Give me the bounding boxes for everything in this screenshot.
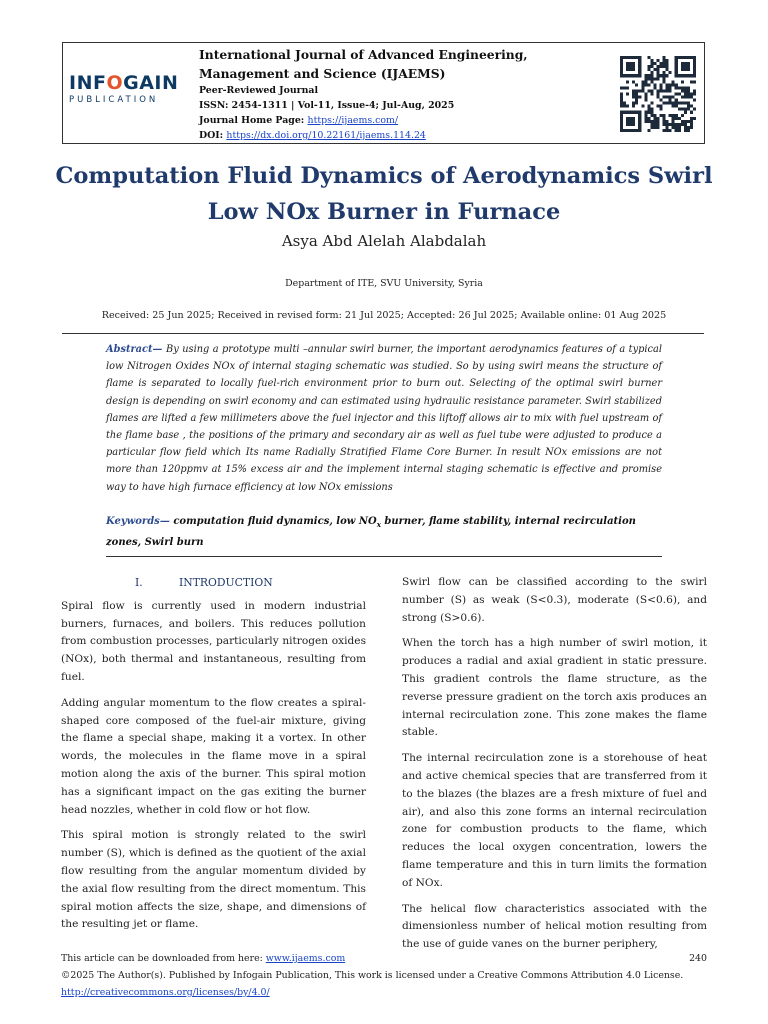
affiliation: Department of ITE, SVU University, Syria	[285, 278, 483, 289]
paragraph: Adding angular momentum to the flow creates a spiral-shaped core composed of the fuel-air mixture, giving the flame a special shape, making it a vortex. In other words, the molecules in the flame move in a spiral motion along the axis of the burner. This spiral motion has a significant impact on the gas exiting the burner head nozzles, whether in cold flow or hot flow.	[61, 696, 366, 816]
journal-title: International Journal of Advanced Engineering, Management and Science (IJAEMS)	[199, 47, 528, 81]
download-link[interactable]: www.ijaems.com	[265, 953, 346, 964]
right-column	[402, 574, 707, 962]
qr-code-icon[interactable]	[620, 56, 696, 132]
paper-title: Computation Fluid Dynamics of Aerodynamics Swirl Low NOx Burner in Furnace	[55, 163, 713, 225]
journal-info	[199, 45, 609, 143]
license-link[interactable]: http://creativecommons.org/licenses/by/4.0/	[61, 987, 270, 998]
infogain-logo	[69, 73, 187, 113]
page-number: 240	[689, 953, 707, 964]
download-line: This article can be downloaded from here: www.ijaems.com	[61, 953, 346, 964]
left-column	[61, 574, 366, 942]
keywords: Keywords— computation fluid dynamics, low $NO_x$ burner, flame stability, internal recirculation zones, Swirl burn	[106, 516, 636, 548]
section-title: INTRODUCTION	[179, 576, 273, 589]
paragraph: The helical flow characteristics associated with the dimensionless number of helical motion resulting from the use of guide vanes on the burner periphery,	[402, 902, 707, 951]
abstract-label: Abstract	[106, 344, 153, 355]
journal-header	[62, 42, 705, 144]
logo-subtitle: PUBLICATION	[69, 95, 159, 105]
paragraph: When the torch has a high number of swirl motion, it produces a radial and axial gradient in static pressure. This gradient controls the flame structure, as the reverse pressure gradient on the torch axis produces an internal recirculation zone. This zone makes the flame stable.	[402, 637, 707, 739]
paragraph: Swirl flow can be classified according to the swirl number (S) as weak (S<0.3), moderate (S<0.6), and strong (S>0.6).	[402, 576, 707, 624]
doi-line: DOI: https://dx.doi.org/10.22161/ijaems.114.24	[199, 130, 426, 141]
paragraph: Spiral flow is currently used in modern industrial burners, furnaces, and boilers. This reduces pollution from combustion processes, particularly nitrogen oxides (NOx), both thermal and instantaneous, resulting from fuel.	[61, 599, 366, 683]
peer-reviewed-label: Peer-Reviewed Journal	[199, 85, 319, 96]
abstract-text: By using a prototype multi –annular swirl burner, the important aerodynamics features of a typical low Nitrogen Oxides NOx of internal staging schematic was studied. So by using swirl means the structure of flame is separated to locally fuel-rich environment prior to burn out. Selecting of the optimal swirl burner design is depending on swirl economy and can estimated using hydraulic resistance parameter. Swirl stabilized flames are lifted a few millimeters above the fuel injector and this liftoff allows air to mix with fuel upstream of the flame base , the positions of the primary and secondary air as well as fuel tube were adjusted to produce a particular flow field which Its name Radially Stratified Flame Core Burner. In result NOx emissions are not more than 120ppmv at 15% excess air and the implement internal staging schematic is effective and promise way to have high furnace efficiency at low NOx emissions	[106, 344, 662, 493]
paragraph: The internal recirculation zone is a storehouse of heat and active chemical species that are transferred from it to the blazes (the blazes are a fresh mixture of fuel and air), and also this zone forms an internal recirculation zone for combustion products to the flame, which reduces the local oxygen concentration, lowers the flame temperature and this in turn limits the formation of NOx.	[402, 752, 707, 889]
page-footer	[61, 950, 707, 1001]
doi-link[interactable]: https://dx.doi.org/10.22161/ijaems.114.24	[226, 130, 426, 141]
logo-wordmark: INFOGAIN	[69, 72, 179, 94]
article-dates: Received: 25 Jun 2025; Received in revised form: 21 Jul 2025; Accepted: 26 Jul 2025; Available online: 01 Aug 2025	[101, 310, 667, 321]
homepage-link[interactable]: https://ijaems.com/	[307, 115, 399, 126]
issn-line: ISSN: 2454-1311 | Vol-11, Issue-4; Jul-Aug, 2025	[199, 100, 455, 111]
abstract: Abstract— By using a prototype multi –annular swirl burner, the important aerodynamics features of a typical low Nitrogen Oxides NOx of internal staging schematic was studied. So by using swirl means the structure of flame is separated to locally fuel-rich environment prior to burn out. Selecting of the optimal swirl burner design is depending on swirl economy and can estimated using hydraulic resistance parameter. Swirl stabilized flames are lifted a few millimeters above the fuel injector and this liftoff allows air to mix with fuel upstream of the flame base , the positions of the primary and secondary air as well as fuel tube were adjusted to produce a particular flow field which Its name Radially Stratified Flame Core Burner. In result NOx emissions are not more than 120ppmv at 15% excess air and the implement internal staging schematic is effective and promise way to have high furnace efficiency at low NOx emissions	[106, 344, 662, 493]
author-name: Asya Abd Alelah Alabdalah	[281, 232, 487, 250]
license-line: ©2025 The Author(s). Published by Infogain Publication, This work is licensed under a Creative Commons Attribution 4.0 License. http://creativecommons.org/licenses/by/4.0/	[61, 970, 684, 998]
homepage-line: Journal Home Page: https://ijaems.com/	[199, 115, 399, 126]
divider	[106, 556, 662, 557]
section-number: I.	[135, 576, 143, 589]
keywords-label: Keywords	[106, 516, 160, 527]
section-heading	[61, 574, 366, 592]
paragraph: This spiral motion is strongly related to the swirl number (S), which is defined as the quotient of the axial flow resulting from the angular momentum divided by the axial flow resulting from the direct momentum. This spiral motion affects the size, shape, and dimensions of the resulting jet or flame.	[61, 829, 366, 931]
divider	[62, 333, 704, 334]
